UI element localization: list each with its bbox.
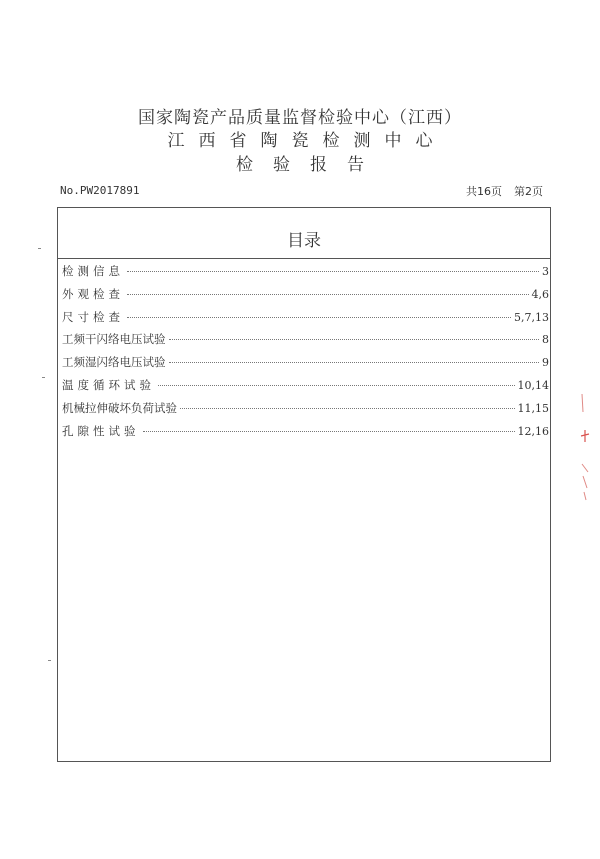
toc-entry-page: 3 bbox=[542, 265, 549, 278]
dot-leader bbox=[158, 385, 515, 386]
dot-leader bbox=[143, 431, 515, 432]
toc-entry-label: 尺寸检查 bbox=[62, 309, 124, 324]
dot-leader bbox=[180, 408, 515, 409]
toc-entry-dry-flashover-test[interactable] bbox=[62, 331, 549, 354]
toc-entry-page: 11,15 bbox=[517, 401, 549, 415]
report-number: No.PW2017891 bbox=[60, 184, 140, 197]
toc-frame bbox=[57, 207, 551, 762]
toc-entry-appearance-check[interactable] bbox=[62, 286, 549, 309]
toc-list bbox=[62, 263, 549, 445]
toc-entry-mechanical-tensile-test[interactable] bbox=[62, 400, 549, 423]
report-title: 检验报告 bbox=[236, 155, 384, 175]
current-page: 第2页 bbox=[514, 185, 543, 198]
toc-entry-page: 8 bbox=[542, 333, 549, 347]
scan-tick-mark bbox=[48, 660, 51, 661]
scan-tick-mark bbox=[42, 377, 45, 378]
toc-entry-porosity-test[interactable] bbox=[62, 423, 549, 446]
institution-name: 国家陶瓷产品质量监督检验中心（江西） bbox=[138, 108, 462, 128]
toc-entry-dimension-check[interactable] bbox=[62, 309, 549, 332]
toc-entry-label: 温度循环试验 bbox=[62, 377, 155, 392]
toc-entry-wet-flashover-test[interactable] bbox=[62, 354, 549, 377]
dot-leader bbox=[169, 339, 540, 340]
dot-leader bbox=[127, 271, 539, 272]
dot-leader bbox=[169, 362, 540, 363]
dot-leader bbox=[127, 317, 511, 318]
toc-title: 目录 bbox=[287, 231, 321, 251]
toc-entry-temperature-cycle-test[interactable] bbox=[62, 377, 549, 400]
toc-entry-page: 9 bbox=[542, 356, 549, 370]
toc-entry-page: 5,7,13 bbox=[514, 310, 549, 324]
seam-stamp-mark bbox=[578, 392, 592, 502]
toc-divider bbox=[58, 258, 550, 259]
center-name: 江西省陶瓷检测中心 bbox=[167, 131, 447, 151]
toc-entry-page: 12,16 bbox=[517, 424, 549, 438]
scan-tick-mark bbox=[38, 248, 41, 249]
toc-entry-label: 机械拉伸破坏负荷试验 bbox=[62, 400, 177, 415]
toc-entry-page: 4,6 bbox=[531, 287, 549, 301]
toc-entry-label: 外观检查 bbox=[62, 286, 124, 301]
toc-entry-label: 工频湿闪络电压试验 bbox=[62, 355, 166, 370]
page-info bbox=[466, 183, 543, 199]
toc-entry-inspection-info[interactable] bbox=[62, 263, 549, 286]
toc-entry-label: 孔隙性试验 bbox=[62, 423, 140, 438]
toc-entry-page: 10,14 bbox=[517, 378, 549, 392]
dot-leader bbox=[127, 294, 529, 295]
total-pages: 共16页 bbox=[466, 185, 502, 198]
toc-entry-label: 工频干闪络电压试验 bbox=[62, 332, 166, 347]
toc-entry-label: 检测信息 bbox=[62, 264, 124, 278]
